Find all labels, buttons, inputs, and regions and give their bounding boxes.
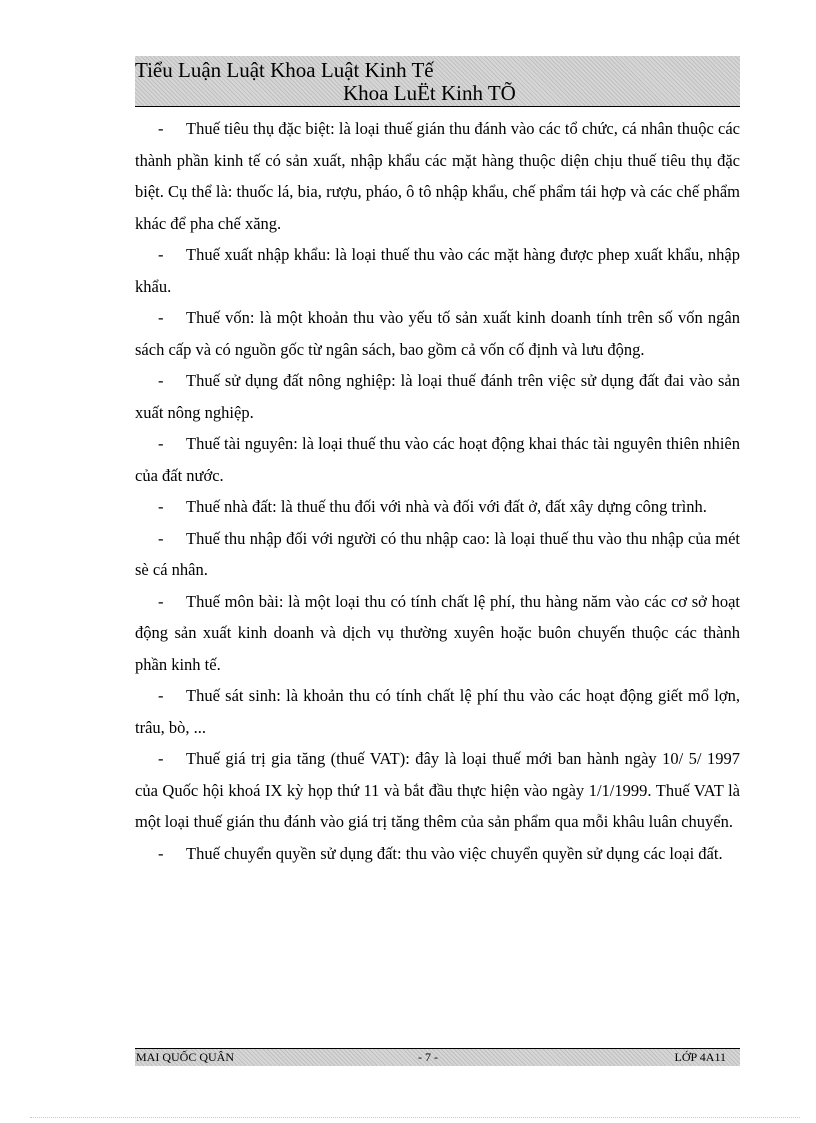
paragraph-text: Thuế môn bài: là một loại thu có tính chất lệ phí, thu hàng năm vào các cơ sở hoạt động sản xuất kinh doanh và dịch vụ thường xuyên hoặc buôn chuyến thuộc các thành phần kinh tế. — [135, 591, 740, 674]
paragraph-text: Thuế vốn: là một khoản thu vào yếu tố sản xuất kinh doanh tính trên số vốn ngân sách cấp và có nguồn gốc từ ngân sách, bao gồm cả vốn cố định và lưu động. — [135, 308, 740, 359]
paragraph-text: Thuế chuyển quyền sử dụng đất: thu vào việc chuyển quyền sử dụng các loại đất. — [186, 843, 723, 863]
paragraph-text: Thuế tiêu thụ đặc biệt: là loại thuế gián thu đánh vào các tổ chức, cá nhân thuộc các thành phần kinh tế có sản xuất, nhập khẩu các mặt hàng thuộc diện chịu thuế tiêu thụ đặc biệt. Cụ thể là: thuốc lá, bia, rượu, pháo, ô tô nhập khẩu, chế phẩm tái hợp và các chế phẩm khác để pha chế xăng. — [135, 119, 740, 233]
paragraph-text: Thuế sử dụng đất nông nghiệp: là loại thuế đánh trên việc sử dụng đất đai vào sản xuất nông nghiệp. — [135, 371, 740, 422]
paragraph-text: Thuế thu nhập đối với người có thu nhập cao: là loại thuế thu vào thu nhập của mét sè cá nhân. — [135, 528, 740, 579]
page-footer — [135, 1048, 740, 1066]
page-edge-divider — [30, 1117, 800, 1118]
bullet-dash: - — [158, 528, 164, 548]
paragraph-text: Thuế tài nguyên: là loại thuế thu vào các hoạt động khai thác tài nguyên thiên nhiên của đất nước. — [135, 434, 740, 485]
page-number: - 7 - — [418, 1050, 438, 1064]
footer-class: LỚP 4A11 — [674, 1050, 726, 1064]
paragraph-text: Thuế xuất nhập khẩu: là loại thuế thu vào các mặt hàng được phep xuất khẩu, nhập khẩu. — [135, 245, 740, 296]
paragraph-resource-tax — [135, 428, 740, 491]
paragraph-agricultural-land-tax — [135, 365, 740, 428]
page-header — [135, 56, 740, 107]
bullet-dash: - — [158, 843, 164, 863]
bullet-dash: - — [158, 245, 164, 264]
paragraph-vat — [135, 743, 740, 838]
footer-author: MAI QUỐC QUÂN — [136, 1050, 234, 1064]
bullet-dash: - — [158, 434, 164, 453]
bullet-dash: - — [158, 308, 164, 327]
paragraph-excise-tax — [135, 113, 740, 239]
document-body — [135, 113, 740, 869]
header-title: Tiểu Luận Luật Khoa Luật Kinh Tế — [135, 58, 434, 82]
bullet-dash: - — [158, 119, 164, 138]
bullet-dash: - — [158, 686, 164, 705]
paragraph-housing-land-tax — [135, 491, 740, 523]
paragraph-land-transfer-tax — [135, 838, 740, 870]
paragraph-text: Thuế giá trị gia tăng (thuế VAT): đây là loại thuế mới ban hành ngày 10/ 5/ 1997 của Quốc hội khoá IX kỳ họp thứ 11 và bắt đầu thực hiện vào ngày 1/1/1999. Thuế VAT là một loại thuế gián thu đánh vào giá trị tăng thêm của sản phẩm qua mỗi khâu luân chuyển. — [135, 749, 740, 831]
paragraph-import-export-tax — [135, 239, 740, 302]
header-subtitle: Khoa LuËt Kinh TÕ — [343, 81, 516, 105]
paragraph-capital-tax — [135, 302, 740, 365]
paragraph-text: Thuế sát sinh: là khoản thu có tính chất lệ phí thu vào các hoạt động giết mổ lợn, trâu, bò, ... — [135, 686, 740, 737]
paragraph-license-tax — [135, 586, 740, 681]
paragraph-text: Thuế nhà đất: là thuế thu đối với nhà và đối với đất ở, đất xây dựng công trình. — [186, 497, 707, 516]
paragraph-slaughter-tax — [135, 680, 740, 743]
bullet-dash: - — [158, 497, 164, 516]
bullet-dash: - — [158, 371, 164, 390]
paragraph-high-income-tax — [135, 523, 740, 586]
bullet-dash: - — [158, 591, 164, 611]
bullet-dash: - — [158, 749, 164, 768]
